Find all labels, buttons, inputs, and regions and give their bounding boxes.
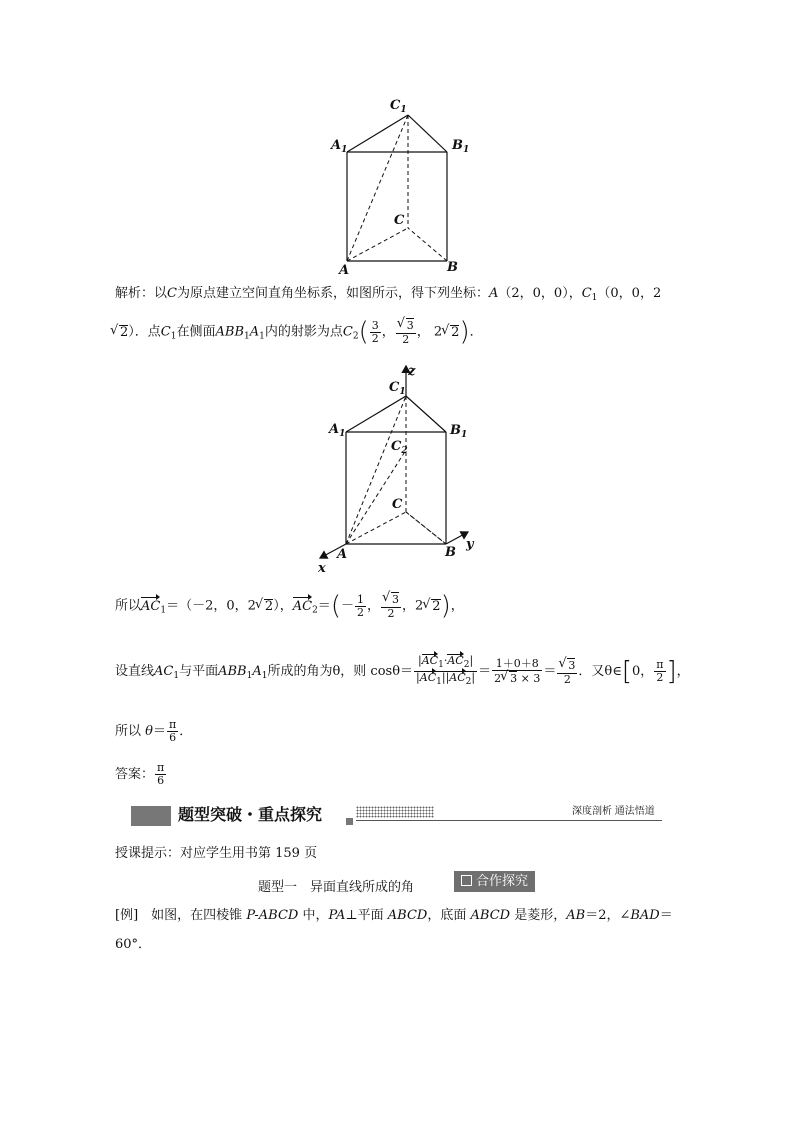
angle-line: 设直线$AC_1$与平面$ABB_1A_1$所成的角为θ，则 cosθ＝ $\frac{|AC_1\cdot AC_2|}{|AC_1||AC_2|}$ ＝ $\frac{1+0+8}{2√ 3 \times 3}$ ＝ √ $\frac{3}{2}$ ．又θ∈[0， $\frac{\pi}{2}$ ]， [115, 655, 690, 688]
y-axis [446, 532, 468, 544]
label-C1: $C_1$ [390, 98, 407, 115]
edge-BC [408, 228, 447, 261]
label-B: B [445, 545, 456, 560]
label-A1: $A_1$ [331, 138, 348, 155]
edge-A1C1 [347, 115, 408, 152]
answer-line: 答案： $\frac{\pi}{6}$ [115, 761, 165, 787]
label-B1: $B_1$ [450, 423, 468, 440]
solution-line-1: 解析：以C为原点建立空间直角坐标系，如图所示，得下列坐标：A（2，0，0），$C_1(0$，0，2 [115, 286, 662, 303]
label-z: z [408, 364, 416, 379]
label-C: C [392, 497, 403, 512]
edge-AC1 [346, 396, 406, 544]
example-line-2: 60°． [115, 937, 152, 952]
prism-figure-1 [330, 95, 470, 280]
label-y: y [466, 537, 474, 552]
banner-title: 题型突破・重点探究 [178, 807, 323, 824]
edge-AC1 [347, 115, 408, 261]
banner-rule [356, 820, 662, 821]
edge-AC [346, 512, 406, 544]
label-B: B [447, 260, 458, 275]
label-A: A [337, 547, 348, 562]
solution-line-2: √ 2）．点$C_1$在侧面$ABB_1A_1$内的射影为点$C_2$( $\frac{3}{2}$ ， √ $\frac{3}{2}$ ， 2√ 2)． [111, 318, 483, 346]
section-title: 题型一 异面直线所成的角 [258, 880, 415, 895]
lesson-hint: 授课提示：对应学生用书第 159 页 [115, 846, 318, 861]
cooperate-badge: 合作探究 [454, 871, 535, 892]
label-C: C [394, 213, 405, 228]
label-x: x [318, 561, 326, 576]
banner-block [131, 806, 171, 826]
label-C1: $C_1$ [389, 380, 406, 397]
banner-square [346, 818, 353, 825]
edge-A1C1 [346, 396, 406, 432]
edge-B1C1 [406, 396, 446, 432]
banner-dots [356, 806, 434, 818]
vectors-line: 所以$AC_1=(-2$，0，2√ 2），$AC_2=(-$ $\frac{1}{2}$ ， √ $\frac{3}{2}$ ，2√ 2)， [115, 592, 464, 620]
edge-AC [347, 228, 408, 261]
label-B1: $B_1$ [452, 138, 470, 155]
label-C2: $C_2$ [391, 439, 408, 456]
banner-right: 深度剖析 通法悟道 [572, 806, 655, 817]
example-line-1: [例] 如图，在四棱锥 P-ABCD 中，PA⊥平面 ABCD，底面 ABCD 是菱形，AB＝2，∠BAD＝ [115, 908, 673, 923]
edge-B1C1 [408, 115, 447, 152]
label-A: A [339, 263, 350, 278]
y-axis-dashed [406, 512, 446, 544]
conclusion-line: 所以 θ＝ $\frac{\pi}{6}$ ． [115, 718, 193, 744]
label-A1: $A_1$ [329, 422, 346, 439]
puzzle-icon [461, 875, 472, 886]
